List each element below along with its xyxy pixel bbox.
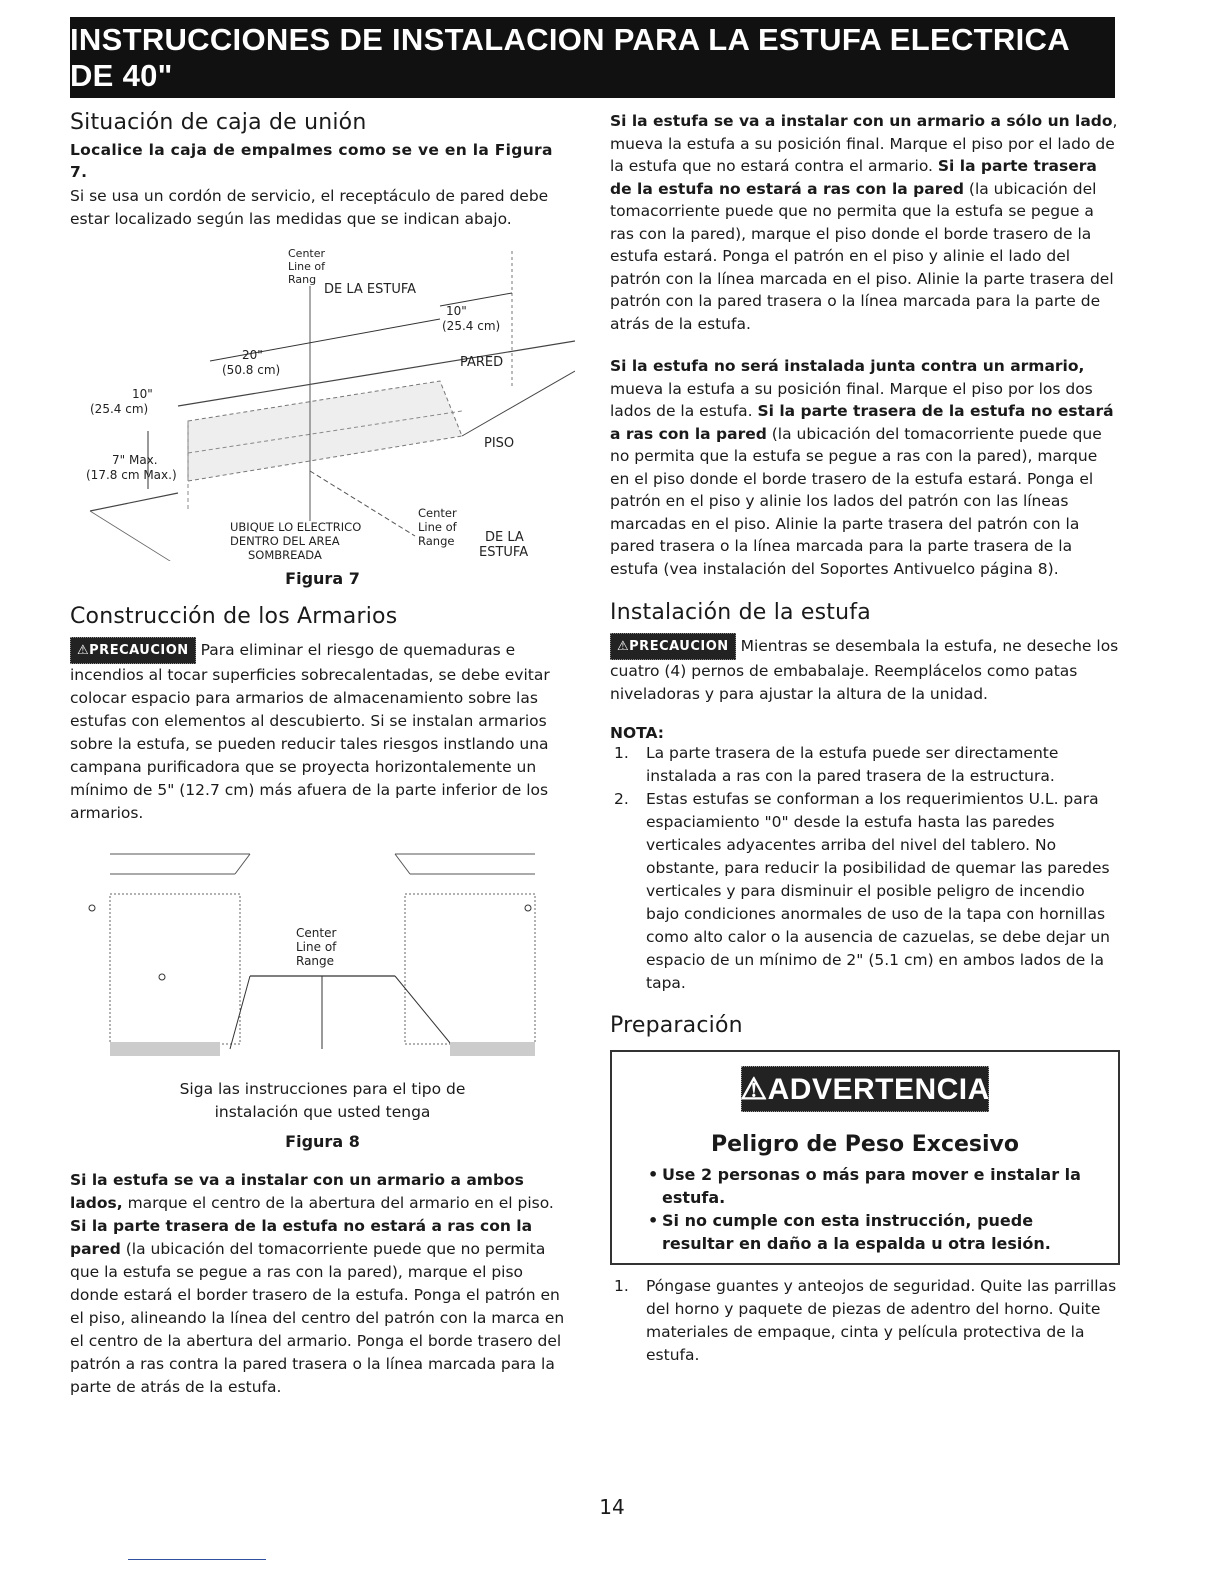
install-body-text: Mientras se desembala la estufa, ne deseche los cuatro (4) pernos de embabalaje. Reemplácelos como patas niveladoras y para ajustar la altura de la unidad. — [610, 637, 1119, 703]
prep-step-text: Póngase guantes y anteojos de seguridad. Quite las parrillas del horno y paquete de piezas de adentro del horno. Quite materiales de empaque, cinta y película protectiva de la estufa. — [646, 1277, 1117, 1364]
section-heading-junction-box: Situación de caja de unión — [70, 110, 367, 135]
fig8-center-2: Line of — [296, 940, 337, 954]
prep-steps — [610, 1275, 1120, 1367]
fig7-de-la-bot: DE LA — [485, 530, 524, 545]
one-side-text-1: , mueva la estufa a su posición final. Marque el piso por el lado de la estufa que no estará contra el armario. — [610, 112, 1118, 175]
left-counter-diag — [235, 854, 250, 874]
warning-item: • Si no cumple con esta instrucción, puede resultar en daño a la espalda u otra lesión. — [648, 1209, 1108, 1255]
fig7-dim-7: 7" Max. — [112, 453, 158, 467]
fig7-estufa-bot: ESTUFA — [479, 545, 529, 560]
right-floor-shade — [450, 1042, 535, 1056]
figure-7-diagram — [70, 231, 575, 561]
floor-left-diag — [90, 511, 178, 561]
junction-box-body: Si se usa un cordón de servicio, el receptáculo de pared debe estar localizado según las medidas que se indican abajo. — [70, 187, 549, 228]
one-side-bold-2: Si la parte trasera de la estufa no estará a ras con la pared — [610, 157, 1097, 198]
fig7-ubique-1: UBIQUE LO ELECTRICO — [230, 520, 362, 534]
install-body — [610, 633, 1120, 706]
fig8-center-1: Center — [296, 926, 337, 940]
both-sides-bold-2: Si la parte trasera de la estufa no estará a ras con la pared — [70, 1217, 533, 1258]
right-cabinet — [405, 894, 535, 1044]
right-column — [610, 110, 1120, 1367]
section-heading-install: Instalación de la estufa — [610, 600, 871, 625]
one-side-text-2: (la ubicación del tomacorriente puede que no permita que la estufa se pegue a ras con la pared), marque el piso donde el borde trasero de la estufa estará. Ponga el patrón en el piso y alinie el lado del patrón con la línea marcada en el piso. Alinie la parte trasera del patrón con la pared trasera o la línea marcada para la parte de atrás de la estufa. — [610, 179, 1114, 333]
fig7-center-top-1: Center — [288, 247, 326, 260]
no-cabinet-paragraph — [610, 355, 1120, 580]
fig7-dim-17: (17.8 cm Max.) — [86, 468, 177, 482]
cabinets-body — [70, 637, 575, 825]
nota-item-number: 1. — [614, 744, 629, 762]
prep-step — [610, 1275, 1120, 1367]
both-sides-text-1: marque el centro de la abertura del armario en el piso. — [122, 1194, 554, 1212]
both-sides-text-2: (la ubicación del tomacorriente puede que no permita que la estufa se pegue a ras con la pared), marque el piso donde estará el border trasero de la estufa. Ponga el patrón en el piso, alineando la línea del centro del patrón con la marca en el centro de la abertura del armario. Ponga el borde trasero del patrón a ras contra la pared trasera o la línea marcada para la parte de atrás de la estufa. — [70, 1240, 565, 1396]
nota-label: NOTA: — [610, 724, 665, 742]
nota-item-number: 2. — [614, 790, 629, 808]
both-sides-paragraph — [70, 1169, 575, 1399]
fig7-pared: PARED — [460, 355, 504, 370]
warning-list — [622, 1163, 1108, 1255]
left-floor-shade — [110, 1042, 220, 1056]
footer-rule — [128, 1559, 266, 1560]
cabinets-body-text: Para eliminar el riesgo de quemaduras e incendios al tocar superficies sobrecalentadas, se debe evitar colocar espacio para armarios de almacenamiento sobre las estufas con elementos al descubierto. Si se instalan armarios sobre la estufa, se pueden reducir tales riesgos instlando una campana purificadora que se proyecta horizontalemente un mínimo de 5" (12.7 cm) más afuera de la parte inferior de los armarios. — [70, 641, 550, 822]
fig7-center-bot-1: Center — [418, 506, 457, 520]
left-knob-mid — [159, 974, 165, 980]
no-cabinet-bold-2: Si la parte trasera de la estufa no estará a ras con la pared — [610, 402, 1114, 443]
warning-box — [610, 1050, 1120, 1265]
fig7-center-bot-3: Range — [418, 534, 455, 548]
right-knob-top — [525, 905, 531, 911]
fig7-dim-25-left: (25.4 cm) — [90, 402, 149, 416]
banner-title: INSTRUCCIONES DE INSTALACION PARA LA ESTUFA ELECTRICA DE 40" — [70, 21, 1069, 93]
section-heading-cabinets: Construcción de los Armarios — [70, 604, 398, 629]
left-column — [70, 110, 575, 1399]
opening-right-diag — [395, 976, 455, 1049]
one-side-paragraph — [610, 110, 1120, 335]
page-banner — [70, 17, 1115, 98]
fig7-dim-50: (50.8 cm) — [222, 363, 281, 377]
fig7-piso: PISO — [484, 436, 515, 451]
precaution-badge: ⚠PRECAUCION — [70, 637, 196, 664]
right-counter-diag — [395, 854, 410, 874]
nota-list — [610, 742, 1120, 995]
figure-8-note-2: instalación que usted tenga — [214, 1103, 431, 1121]
no-cabinet-bold-1: Si la estufa no será instalada junta contra un armario, — [610, 357, 1085, 375]
nota-item — [610, 742, 1120, 788]
fig7-ubique-3: SOMBREADA — [248, 548, 322, 561]
figure-8-caption: Figura 8 — [285, 1132, 360, 1151]
floor-right — [462, 371, 575, 436]
no-cabinet-text-2: (la ubicación del tomacorriente puede que no permita que la estufa se pegue a ras con la pared), marque en el piso donde el borde trasero de la estufa estará. Ponga el patrón en el piso y alinie los lados del patrón con las líneas marcadas en el piso. Alinie la parte trasera del patrón con la pared trasera o la línea marcada para la parte trasera de la estufa (vea instalación del Soportes Antivuelco página 8). — [610, 424, 1102, 578]
shaded-area — [188, 381, 462, 481]
nota-item-text: Estas estufas se conforman a los requerimientos U.L. para espaciamiento "0" desde la estufa hasta las paredes verticales adyacentes arriba del nivel del tablero. No obstante, para reducir la posibilidad de quemar las paredes verticales y para disminuir el posible peligro de incendio bajo condiciones anormales de uso de la tapa con hornillas como alto calor o la ausencia de cazuelas, se debe dejar un espacio de un mínimo de 2" (5.1 cm) en ambos lados de la tapa. — [646, 790, 1110, 992]
left-knob-top — [89, 905, 95, 911]
fig7-center-top-2: Line of — [288, 260, 326, 273]
left-cabinet — [110, 894, 240, 1044]
fig7-de-la-estufa-top: DE LA ESTUFA — [324, 282, 417, 297]
fig7-dim-20: 20" — [242, 348, 263, 362]
advertencia-banner: ⚠ADVERTENCIA — [741, 1066, 989, 1112]
floor-line — [90, 493, 178, 511]
fig7-ubique-2: DENTRO DEL AREA — [230, 534, 340, 548]
page-number: 14 — [599, 1495, 625, 1519]
junction-box-subheading: Localice la caja de empalmes como se ve en la Figura 7. — [70, 141, 553, 181]
section-heading-prep: Preparación — [610, 1013, 743, 1038]
figure-8-note-1: Siga las instrucciones para el tipo de — [179, 1080, 466, 1098]
figure-8-diagram — [70, 839, 575, 1064]
no-cabinet-text-1: mueva la estufa a su posición final. Marque el piso por los dos lados de la estufa. — [610, 379, 1093, 420]
fig7-center-top-3: Rang — [288, 273, 317, 286]
fig7-center-bot-2: Line of — [418, 520, 457, 534]
one-side-bold-1: Si la estufa se va a instalar con un armario a sólo un lado — [610, 112, 1113, 130]
fig8-center-3: Range — [296, 954, 335, 968]
prep-step-number: 1. — [614, 1277, 629, 1295]
warning-item: • Use 2 personas o más para mover e instalar la estufa. — [648, 1163, 1108, 1209]
fig7-dim-10-right: 10" — [446, 304, 467, 318]
both-sides-bold-1: Si la estufa se va a instalar con un armario a ambos lados, — [70, 1171, 524, 1212]
fig7-dim-10-left: 10" — [132, 387, 153, 401]
fig7-dim-25-right: (25.4 cm) — [442, 319, 501, 333]
precaution-badge-install: ⚠PRECAUCION — [610, 633, 736, 660]
nota-item-text: La parte trasera de la estufa puede ser directamente instalada a ras con la pared trasera de la estructura. — [646, 744, 1059, 785]
peligro-heading: Peligro de Peso Excesivo — [710, 1132, 1019, 1157]
figure-7-caption: Figura 7 — [285, 569, 360, 588]
opening-left-diag — [230, 976, 250, 1049]
nota-item — [610, 788, 1120, 995]
